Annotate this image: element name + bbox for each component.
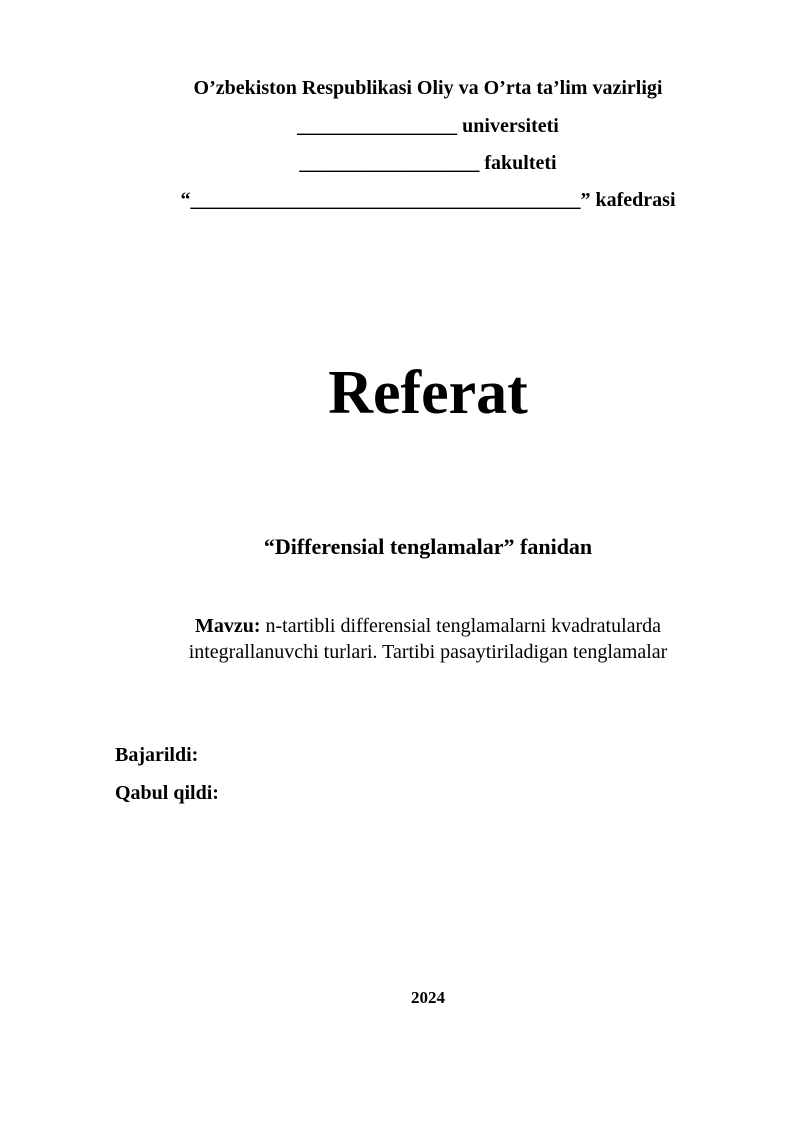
- department-line: “_______________________________________” kafedrasi: [180, 189, 676, 211]
- topic-label: Mavzu:: [194, 615, 261, 637]
- subject-line: “Differensial tenglamalar” fanidan: [263, 534, 593, 559]
- year: 2024: [411, 988, 445, 1007]
- ministry-heading: O’zbekiston Respublikasi Oliy va O’rta ta’lim vazirligi: [193, 77, 663, 99]
- topic-text: n-tartibli differensial tenglamalarni kvadratularda integrallanuvchi turlari. Tartibi pasaytiriladigan tenglamalar: [188, 615, 668, 663]
- topic-paragraph: [160, 613, 696, 665]
- done-by-label: Bajarildi:: [115, 744, 199, 766]
- accepted-by-label: Qabul qildi:: [115, 782, 219, 804]
- faculty-line: __________________ fakulteti: [299, 152, 557, 174]
- university-line: ________________ universiteti: [297, 115, 559, 137]
- document-title: Referat: [328, 359, 528, 427]
